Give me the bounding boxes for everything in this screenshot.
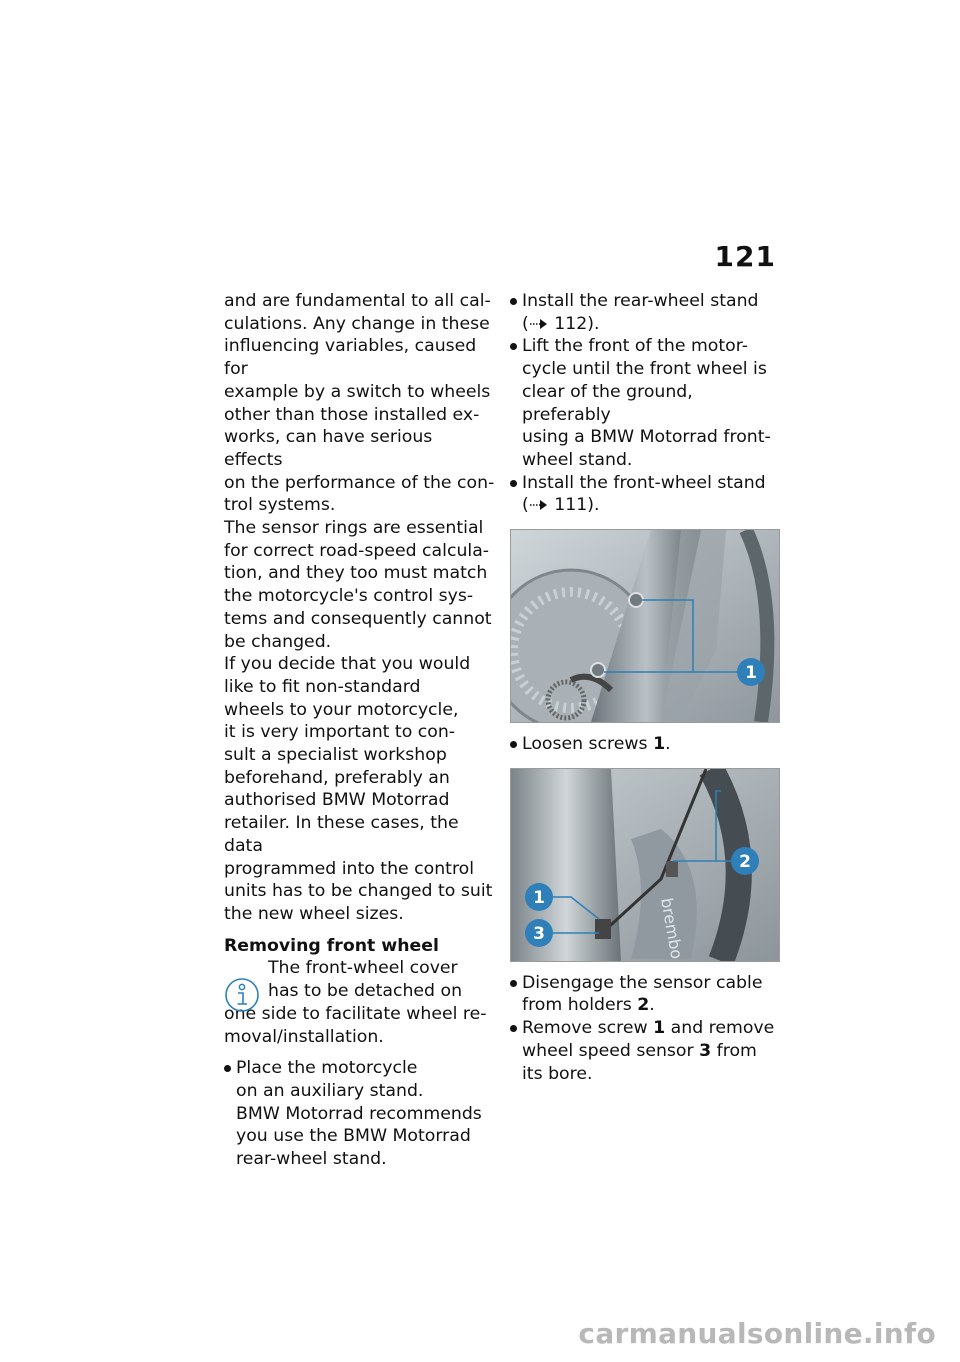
page-reference-link[interactable]: 111). bbox=[554, 495, 600, 516]
figure-sensor-cable bbox=[510, 768, 780, 962]
arrow-right-icon bbox=[529, 499, 549, 511]
paragraph-sensor-rings: The sensor rings are essential for correct road-speed calcula- tion, and they too must match the motorcycle's control sys- tems and consequently cannot be changed. bbox=[224, 518, 492, 652]
arrow-right-icon bbox=[529, 318, 549, 330]
paragraph-control-systems: and are fundamental to all cal- culations. Any change in these influencing variables, caused for example by a switch to wheels other than those installed ex- works, can have serious effects on the performance of the con- trol systems. bbox=[224, 291, 495, 516]
callout-1: 1 bbox=[745, 663, 757, 684]
bullet-place-motorcycle: Place the motorcycle on an auxiliary stand. BMW Motorrad recommends you use the BMW Motorrad rear-wheel stand. bbox=[224, 1057, 496, 1171]
bullet-loosen-screws: Loosen screws 1. bbox=[510, 733, 782, 756]
page-reference-link[interactable]: 112). bbox=[554, 313, 600, 334]
right-column bbox=[510, 290, 782, 1085]
page-number: 121 bbox=[714, 240, 776, 273]
bullet-install-front-stand: Install the front-wheel stand ( 111). bbox=[510, 472, 782, 517]
callout-3: 3 bbox=[533, 923, 545, 944]
watermark: carmanualsonline.info bbox=[578, 1317, 936, 1350]
bullet-remove-sensor: Remove screw 1 and remove wheel speed sensor 3 from its bore. bbox=[510, 1017, 782, 1085]
bullet-lift-front: Lift the front of the motor- cycle until the front wheel is clear of the ground, preferably using a BMW Motorrad front- wheel stand. bbox=[510, 335, 782, 471]
info-note: The front-wheel cover has to be detached on one side to facilitate wheel re- moval/installation. bbox=[224, 958, 487, 1047]
section-heading: Removing front wheel bbox=[224, 935, 439, 956]
callout-2: 2 bbox=[739, 851, 751, 872]
brake-caliper-brand: brembo bbox=[657, 896, 687, 961]
paragraph-non-standard-wheels: If you decide that you would like to fit non-standard wheels to your motorcycle, it is very important to con- sult a specialist workshop beforehand, preferably an authorised BMW Motorrad retailer. In these cases, the data programmed into the control units has to be changed to suit the new wheel sizes. bbox=[224, 654, 493, 924]
info-icon bbox=[224, 977, 260, 1013]
callout-1: 1 bbox=[533, 887, 545, 908]
bullet-install-rear-stand: Install the rear-wheel stand ( 112). bbox=[510, 290, 782, 335]
bullet-disengage-cable: Disengage the sensor cable from holders 2. bbox=[510, 972, 782, 1017]
left-column bbox=[224, 290, 496, 1171]
figure-fork-screws bbox=[510, 529, 780, 723]
